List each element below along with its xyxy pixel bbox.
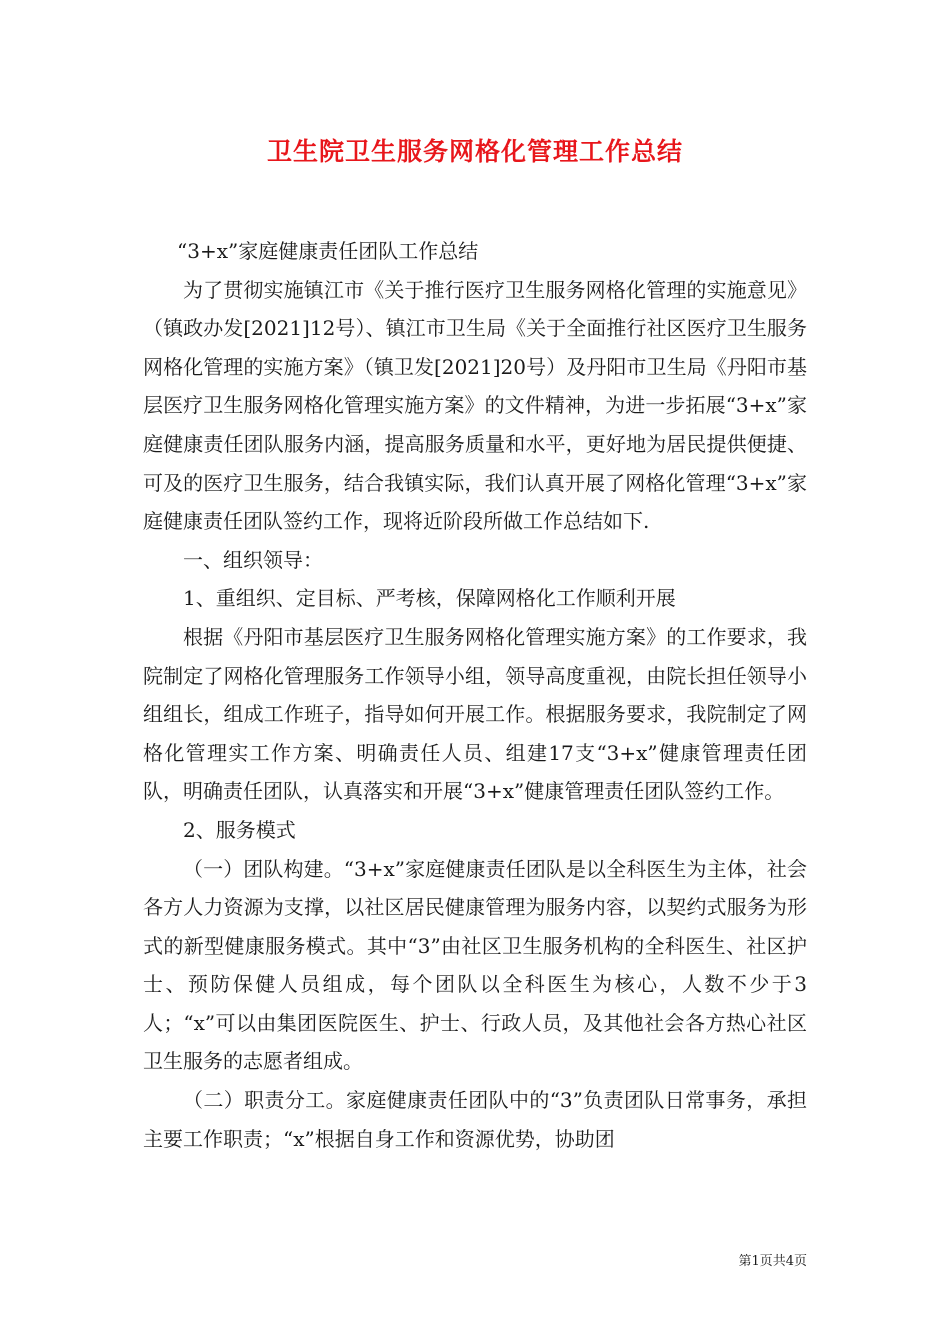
paragraph: （一）团队构建。“3+x”家庭健康责任团队是以全科医生为主体，社会各方人力资源为支撑，以社区居民健康管理为服务内容，以契约式服务为形式的新型健康服务模式。其中“3”由社区卫生服务机构的全科医生、社区护士、预防保健人员组成，每个团队以全科医生为核心，人数不少于3人；“x”可以由集团医院医生、护士、行政人员，及其他社会各方热心社区卫生服务的志愿者组成。: [143, 856, 807, 1074]
document-body: [143, 232, 807, 1158]
subsection-heading: 2、服务模式: [183, 817, 296, 842]
paragraph-subtitle: “3+x”家庭健康责任团队工作总结: [177, 239, 479, 263]
subsection-heading: 1、重组织、定目标、严考核，保障网格化工作顺利开展: [183, 586, 676, 611]
paragraph: （二）职责分工。家庭健康责任团队中的“3”负责团队日常事务，承担主要工作职责；“x”根据自身工作和资源优势，协助团: [143, 1088, 807, 1151]
section-heading: 一、组织领导：: [183, 547, 323, 572]
paragraph: 为了贯彻实施镇江市《关于推行医疗卫生服务网格化管理的实施意见》（镇政办发[2021]12号）、镇江市卫生局《关于全面推行社区医疗卫生服务网格化管理的实施方案》（镇卫发[2021]20号）及丹阳市卫生局《丹阳市基层医疗卫生服务网格化管理实施方案》的文件精神，为进一步拓展“3+x”家庭健康责任团队服务内涵，提高服务质量和水平，更好地为居民提供便捷、可及的医疗卫生服务，结合我镇实际，我们认真开展了网格化管理“3+x”家庭健康责任团队签约工作，现将近阶段所做工作总结如下.: [143, 277, 807, 534]
page-number: 第1页共4页: [738, 1254, 807, 1269]
document-title: 卫生院卫生服务网格化管理工作总结: [266, 137, 683, 166]
paragraph: 根据《丹阳市基层医疗卫生服务网格化管理实施方案》的工作要求，我院制定了网格化管理服务工作领导小组，领导高度重视，由院长担任领导小组组长，组成工作班子，指导如何开展工作。根据服务要求，我院制定了网格化管理实工作方案、明确责任人员、组建17支“3+x”健康管理责任团队，明确责任团队，认真落实和开展“3+x”健康管理责任团队签约工作。: [143, 624, 807, 804]
